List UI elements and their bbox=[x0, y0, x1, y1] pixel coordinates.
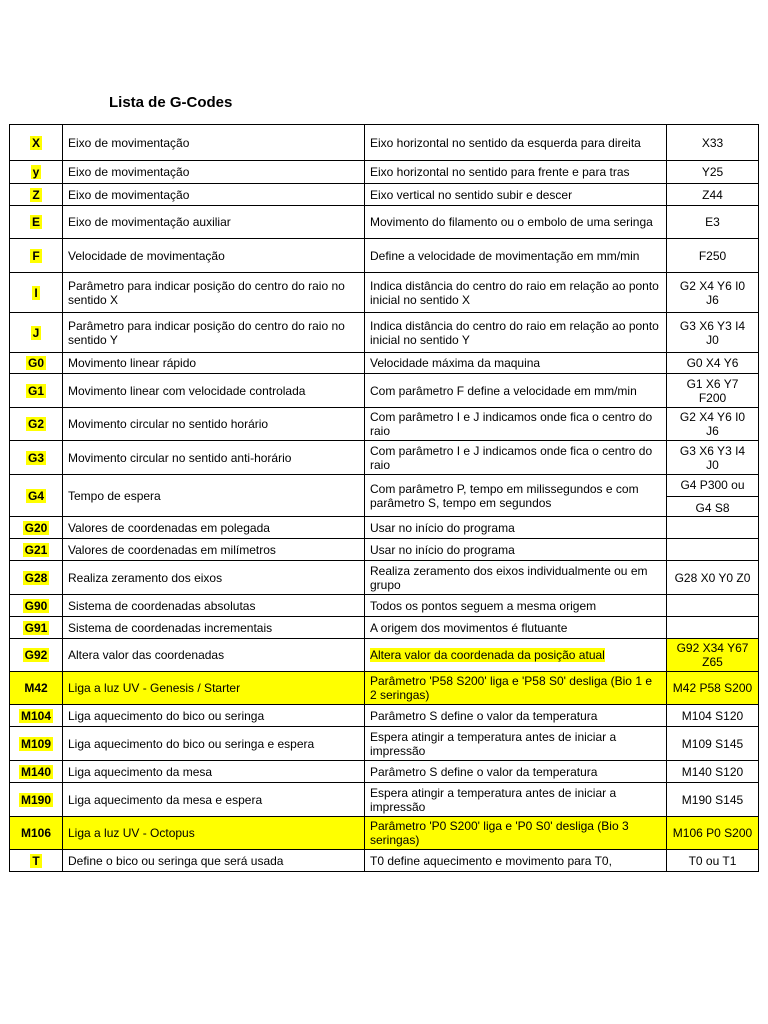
name-cell: Tempo de espera bbox=[63, 475, 365, 517]
example-cell: G92 X34 Y67 Z65 bbox=[667, 639, 759, 672]
code-cell: G4 bbox=[10, 475, 63, 517]
table-row bbox=[10, 850, 759, 872]
name-cell: Liga a luz UV - Octopus bbox=[63, 817, 365, 850]
name-cell: Movimento linear com velocidade controlada bbox=[63, 374, 365, 408]
table-row bbox=[10, 539, 759, 561]
table-row bbox=[10, 408, 759, 441]
code-cell: G91 bbox=[10, 617, 63, 639]
example-cell: F250 bbox=[667, 239, 759, 273]
name-cell: Parâmetro para indicar posição do centro do raio no sentido X bbox=[63, 273, 365, 313]
code-cell: G92 bbox=[10, 639, 63, 672]
example-cell bbox=[667, 539, 759, 561]
name-cell: Define o bico ou seringa que será usada bbox=[63, 850, 365, 872]
table-row bbox=[10, 441, 759, 475]
name-cell: Movimento circular no sentido horário bbox=[63, 408, 365, 441]
code-cell: G1 bbox=[10, 374, 63, 408]
example-cell: G2 X4 Y6 I0 J6 bbox=[667, 273, 759, 313]
name-cell: Liga a luz UV - Genesis / Starter bbox=[63, 672, 365, 705]
code-cell: I bbox=[10, 273, 63, 313]
table-row bbox=[10, 761, 759, 783]
table-row bbox=[10, 239, 759, 273]
gcode-table bbox=[9, 124, 759, 872]
code-cell: M190 bbox=[10, 783, 63, 817]
table-row bbox=[10, 353, 759, 374]
table-row bbox=[10, 595, 759, 617]
name-cell: Parâmetro para indicar posição do centro do raio no sentido Y bbox=[63, 313, 365, 353]
code-cell: J bbox=[10, 313, 63, 353]
name-cell: Valores de coordenadas em polegada bbox=[63, 517, 365, 539]
example-cell: G1 X6 Y7 F200 bbox=[667, 374, 759, 408]
name-cell: Liga aquecimento do bico ou seringa bbox=[63, 705, 365, 727]
desc-cell: Parâmetro S define o valor da temperatura bbox=[365, 761, 667, 783]
example-cell bbox=[667, 595, 759, 617]
desc-cell: Eixo horizontal no sentido da esquerda para direita bbox=[365, 125, 667, 161]
code-cell: M42 bbox=[10, 672, 63, 705]
code-cell: X bbox=[10, 125, 63, 161]
desc-cell: Com parâmetro I e J indicamos onde fica o centro do raio bbox=[365, 441, 667, 475]
table-row bbox=[10, 374, 759, 408]
desc-cell: Espera atingir a temperatura antes de iniciar a impressão bbox=[365, 783, 667, 817]
code-cell: G0 bbox=[10, 353, 63, 374]
name-cell: Eixo de movimentação auxiliar bbox=[63, 206, 365, 239]
code-cell: G21 bbox=[10, 539, 63, 561]
name-cell: Eixo de movimentação bbox=[63, 184, 365, 206]
table-row bbox=[10, 783, 759, 817]
desc-cell: Com parâmetro F define a velocidade em mm/min bbox=[365, 374, 667, 408]
example-cell bbox=[667, 617, 759, 639]
table-row bbox=[10, 313, 759, 353]
name-cell: Movimento circular no sentido anti-horário bbox=[63, 441, 365, 475]
code-cell: G28 bbox=[10, 561, 63, 595]
code-cell: G90 bbox=[10, 595, 63, 617]
example-cell: T0 ou T1 bbox=[667, 850, 759, 872]
desc-cell: Realiza zeramento dos eixos individualmente ou em grupo bbox=[365, 561, 667, 595]
example-cell: E3 bbox=[667, 206, 759, 239]
table-row bbox=[10, 705, 759, 727]
name-cell: Velocidade de movimentação bbox=[63, 239, 365, 273]
example-line-1: G4 P300 ou bbox=[667, 476, 758, 497]
example-cell: G0 X4 Y6 bbox=[667, 353, 759, 374]
desc-cell: Indica distância do centro do raio em relação ao ponto inicial no sentido Y bbox=[365, 313, 667, 353]
name-cell: Altera valor das coordenadas bbox=[63, 639, 365, 672]
code-cell: G3 bbox=[10, 441, 63, 475]
desc-cell: Movimento do filamento ou o embolo de uma seringa bbox=[365, 206, 667, 239]
example-cell: X33 bbox=[667, 125, 759, 161]
example-cell: G3 X6 Y3 I4 J0 bbox=[667, 313, 759, 353]
desc-cell: Com parâmetro P, tempo em milissegundos e com parâmetro S, tempo em segundos bbox=[365, 475, 667, 517]
example-cell: Z44 bbox=[667, 184, 759, 206]
table-row bbox=[10, 672, 759, 705]
table-row bbox=[10, 184, 759, 206]
table-row bbox=[10, 517, 759, 539]
desc-cell: Usar no início do programa bbox=[365, 517, 667, 539]
desc-cell: Todos os pontos seguem a mesma origem bbox=[365, 595, 667, 617]
table-row bbox=[10, 125, 759, 161]
name-cell: Liga aquecimento da mesa bbox=[63, 761, 365, 783]
name-cell: Eixo de movimentação bbox=[63, 125, 365, 161]
page-title: Lista de G-Codes bbox=[109, 94, 233, 111]
desc-cell: Eixo vertical no sentido subir e descer bbox=[365, 184, 667, 206]
desc-cell: Espera atingir a temperatura antes de iniciar a impressão bbox=[365, 727, 667, 761]
name-cell: Liga aquecimento da mesa e espera bbox=[63, 783, 365, 817]
example-cell: M140 S120 bbox=[667, 761, 759, 783]
code-cell: M106 bbox=[10, 817, 63, 850]
desc-cell: Parâmetro 'P58 S200' liga e 'P58 S0' desliga (Bio 1 e 2 seringas) bbox=[365, 672, 667, 705]
desc-cell: Eixo horizontal no sentido para frente e para tras bbox=[365, 161, 667, 184]
desc-highlight: Altera valor da coordenada da posição atual bbox=[370, 648, 605, 662]
example-cell: Y25 bbox=[667, 161, 759, 184]
code-cell: G20 bbox=[10, 517, 63, 539]
desc-cell: Parâmetro S define o valor da temperatura bbox=[365, 705, 667, 727]
name-cell: Realiza zeramento dos eixos bbox=[63, 561, 365, 595]
name-cell: Liga aquecimento do bico ou seringa e espera bbox=[63, 727, 365, 761]
code-cell: Z bbox=[10, 184, 63, 206]
code-cell: M140 bbox=[10, 761, 63, 783]
name-cell: Sistema de coordenadas incrementais bbox=[63, 617, 365, 639]
example-cell bbox=[667, 475, 759, 517]
example-cell: G2 X4 Y6 I0 J6 bbox=[667, 408, 759, 441]
example-cell: M109 S145 bbox=[667, 727, 759, 761]
name-cell: Movimento linear rápido bbox=[63, 353, 365, 374]
code-cell: E bbox=[10, 206, 63, 239]
example-cell: M104 S120 bbox=[667, 705, 759, 727]
example-cell: M42 P58 S200 bbox=[667, 672, 759, 705]
name-cell: Sistema de coordenadas absolutas bbox=[63, 595, 365, 617]
desc-cell: Velocidade máxima da maquina bbox=[365, 353, 667, 374]
desc-cell: Com parâmetro I e J indicamos onde fica o centro do raio bbox=[365, 408, 667, 441]
code-cell: M104 bbox=[10, 705, 63, 727]
table-row bbox=[10, 727, 759, 761]
table-row bbox=[10, 639, 759, 672]
example-cell: M106 P0 S200 bbox=[667, 817, 759, 850]
name-cell: Eixo de movimentação bbox=[63, 161, 365, 184]
example-cell bbox=[667, 517, 759, 539]
desc-cell: T0 define aquecimento e movimento para T0, bbox=[365, 850, 667, 872]
table-row bbox=[10, 817, 759, 850]
code-cell: F bbox=[10, 239, 63, 273]
code-cell: T bbox=[10, 850, 63, 872]
table-row bbox=[10, 273, 759, 313]
table-row bbox=[10, 161, 759, 184]
table-row bbox=[10, 475, 759, 517]
desc-cell: Define a velocidade de movimentação em mm/min bbox=[365, 239, 667, 273]
code-cell: y bbox=[10, 161, 63, 184]
example-line-2: G4 S8 bbox=[695, 501, 730, 515]
table-row bbox=[10, 206, 759, 239]
table-row bbox=[10, 561, 759, 595]
desc-cell: Parâmetro 'P0 S200' liga e 'P0 S0' desliga (Bio 3 seringas) bbox=[365, 817, 667, 850]
example-cell: G28 X0 Y0 Z0 bbox=[667, 561, 759, 595]
desc-cell: A origem dos movimentos é flutuante bbox=[365, 617, 667, 639]
name-cell: Valores de coordenadas em milímetros bbox=[63, 539, 365, 561]
code-cell: G2 bbox=[10, 408, 63, 441]
example-cell: G3 X6 Y3 I4 J0 bbox=[667, 441, 759, 475]
desc-cell: Indica distância do centro do raio em relação ao ponto inicial no sentido X bbox=[365, 273, 667, 313]
code-cell: M109 bbox=[10, 727, 63, 761]
desc-cell bbox=[365, 639, 667, 672]
example-cell: M190 S145 bbox=[667, 783, 759, 817]
desc-cell: Usar no início do programa bbox=[365, 539, 667, 561]
table-row bbox=[10, 617, 759, 639]
